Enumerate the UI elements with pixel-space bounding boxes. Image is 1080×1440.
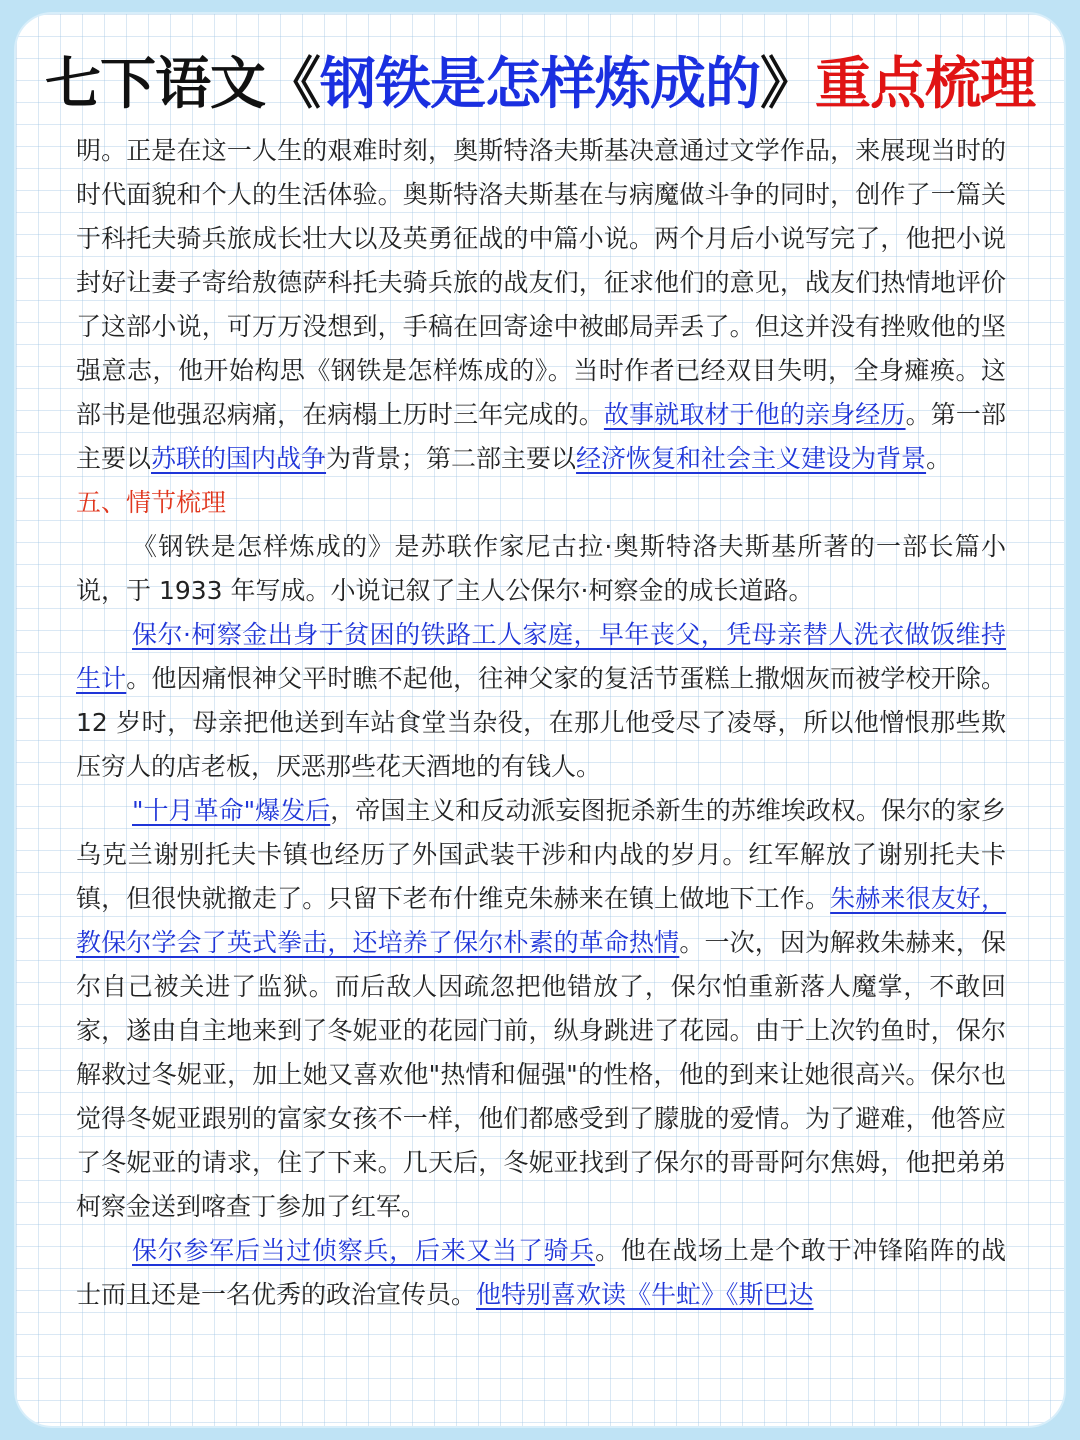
para4-highlight-2: 朱赫来很友好，教保尔学会了英式拳击，还培养了保尔朴素的革命热情 <box>76 884 1006 957</box>
title-suffix: 》 <box>760 52 815 117</box>
para1-highlight-3: 经济恢复和社会主义建设为背景 <box>576 444 927 473</box>
para1-text-2: 。第一部主要以 <box>76 400 1006 473</box>
para1-highlight-1: 故事就取材于他的亲身经历 <box>603 400 906 429</box>
para4-text-1: ，帝国主义和反动派妄图扼杀新生的苏维埃政权。保尔的家乡乌克兰谢别托夫卡镇也经历了外国武装干涉和内战的岁月。红军解放了谢别托夫卡镇，但很快就撤走了。只留下老布什维克朱赫来在镇上做地下工作。 <box>76 796 1006 913</box>
para1-highlight-2: 苏联的国内战争 <box>151 444 327 473</box>
section-heading: 五、情节梳理 <box>76 488 227 517</box>
para1-text-3: 为背景；第二部主要以 <box>326 444 577 473</box>
para5-text-1: 。他在战场上是个敢于冲锋陷阵的战士而且还是一名优秀的政治宣传员。 <box>76 1236 1006 1309</box>
para1-text-1: 明。正是在这一人生的艰难时刻，奥斯特洛夫斯基决意通过文学作品，来展现当时的时代面貌和个人的生活体验。奥斯特洛夫斯基在与病魔做斗争的同时，创作了一篇关于科托夫骑兵旅成长壮大以及英勇征战的中篇小说。两个月后小说写完了，他把小说封好让妻子寄给敖德萨科托夫骑兵旅的战友们，征求他们的意见，战友们热情地评价了这部小说，可万万没想到，手稿在回寄途中被邮局弄丢了。但这并没有挫败他的坚强意志，他开始构思《钢铁是怎样炼成的》。当时作者已经双目失明，全身瘫痪。这部书是他强忍病痛，在病榻上历时三年完成的。 <box>76 136 1006 429</box>
para5-highlight-2: 他特别喜欢读《牛虻》《斯巴达 <box>476 1280 814 1309</box>
page-title <box>16 50 1064 120</box>
paragraph-army <box>76 1229 1006 1317</box>
para5-highlight-1: 保尔参军后当过侦察兵，后来又当了骑兵 <box>132 1236 596 1265</box>
para4-text-2: 。一次，因为解救朱赫来，保尔自己被关进了监狱。而后敌人因疏忽把他错放了，保尔怕重新落人魔掌，不敢回家，遂由自主地来到了冬妮亚的花园门前，纵身跳进了花园。由于上次钓鱼时，保尔解救过冬妮亚，加上她又喜欢他"热情和倔强"的性格，他的到来让她很高兴。保尔也觉得冬妮亚跟别的富家女孩不一样，他们都感受到了朦胧的爱情。为了避难，他答应了冬妮亚的请求，住了下来。几天后，冬妮亚找到了保尔的哥哥阿尔焦姆，他把弟弟柯察金送到喀查丁参加了红军。 <box>76 928 1006 1221</box>
paragraph-intro: 《钢铁是怎样炼成的》是苏联作家尼古拉·奥斯特洛夫斯基所著的一部长篇小说，于 1933 年写成。小说记叙了主人公保尔·柯察金的成长道路。 <box>76 532 1006 605</box>
paragraph-revolution <box>76 789 1006 1229</box>
title-highlight: 重点梳理 <box>815 52 1035 117</box>
para1-text-4: 。 <box>926 444 952 473</box>
paragraph-childhood <box>76 613 1006 789</box>
para3-highlight-1: 保尔·柯察金出身于贫困的铁路工人家庭，早年丧父，凭母亲替人洗衣做饭维持生计 <box>76 620 1006 693</box>
paragraph-author-background <box>76 129 1006 481</box>
title-prefix: 七下语文《 <box>45 52 320 117</box>
title-book: 钢铁是怎样炼成的 <box>320 52 760 117</box>
note-card <box>16 14 1064 1426</box>
article-body <box>76 129 1006 1317</box>
para4-highlight-1: "十月革命"爆发后 <box>132 796 331 825</box>
para3-text-1: 。他因痛恨神父平时瞧不起他，往神父家的复活节蛋糕上撒烟灰而被学校开除。12 岁时，母亲把他送到车站食堂当杂役，在那儿他受尽了凌辱，所以他憎恨那些欺压穷人的店老板，厌恶那些花天酒地的有钱人。 <box>76 664 1006 781</box>
